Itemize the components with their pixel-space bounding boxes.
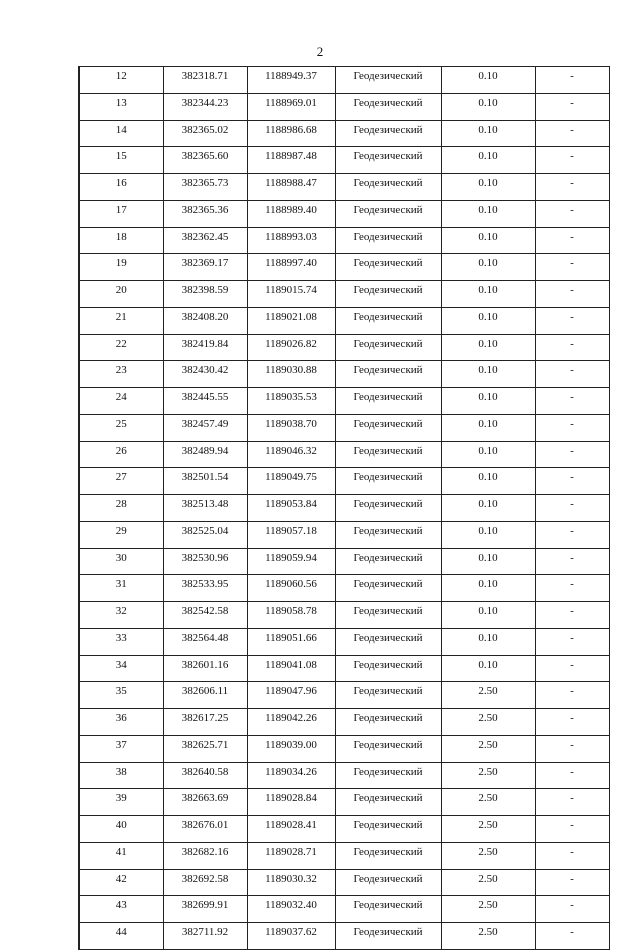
point-number-cell: 39: [79, 789, 163, 816]
method-cell: Геодезический: [335, 93, 441, 120]
table-row: [79, 816, 609, 843]
x-coordinate-cell: 382711.92: [163, 923, 247, 950]
method-cell: Геодезический: [335, 200, 441, 227]
x-coordinate-cell: 382489.94: [163, 441, 247, 468]
method-cell: Геодезический: [335, 789, 441, 816]
note-cell: -: [535, 628, 609, 655]
point-number-cell: 21: [79, 307, 163, 334]
table-row: [79, 254, 609, 281]
table-row: [79, 628, 609, 655]
accuracy-cell: 0.10: [441, 495, 535, 522]
y-coordinate-cell: 1189026.82: [247, 334, 335, 361]
table-row: [79, 281, 609, 308]
table-row: [79, 923, 609, 950]
point-number-cell: 27: [79, 468, 163, 495]
point-number-cell: 17: [79, 200, 163, 227]
point-number-cell: 31: [79, 575, 163, 602]
accuracy-cell: 0.10: [441, 575, 535, 602]
accuracy-cell: 0.10: [441, 200, 535, 227]
method-cell: Геодезический: [335, 682, 441, 709]
accuracy-cell: 2.50: [441, 816, 535, 843]
accuracy-cell: 0.10: [441, 147, 535, 174]
note-cell: -: [535, 67, 609, 94]
method-cell: Геодезический: [335, 388, 441, 415]
accuracy-cell: 0.10: [441, 334, 535, 361]
point-number-cell: 42: [79, 869, 163, 896]
y-coordinate-cell: 1188986.68: [247, 120, 335, 147]
table-row: [79, 414, 609, 441]
y-coordinate-cell: 1189041.08: [247, 655, 335, 682]
point-number-cell: 41: [79, 842, 163, 869]
note-cell: -: [535, 548, 609, 575]
y-coordinate-cell: 1189028.41: [247, 816, 335, 843]
note-cell: -: [535, 923, 609, 950]
x-coordinate-cell: 382501.54: [163, 468, 247, 495]
accuracy-cell: 0.10: [441, 468, 535, 495]
table-row: [79, 147, 609, 174]
method-cell: Геодезический: [335, 816, 441, 843]
method-cell: Геодезический: [335, 548, 441, 575]
note-cell: -: [535, 762, 609, 789]
x-coordinate-cell: 382601.16: [163, 655, 247, 682]
point-number-cell: 29: [79, 521, 163, 548]
x-coordinate-cell: 382457.49: [163, 414, 247, 441]
method-cell: Геодезический: [335, 307, 441, 334]
note-cell: -: [535, 307, 609, 334]
method-cell: Геодезический: [335, 521, 441, 548]
note-cell: -: [535, 602, 609, 629]
note-cell: -: [535, 735, 609, 762]
method-cell: Геодезический: [335, 923, 441, 950]
note-cell: -: [535, 361, 609, 388]
table-row: [79, 441, 609, 468]
accuracy-cell: 2.50: [441, 735, 535, 762]
method-cell: Геодезический: [335, 414, 441, 441]
x-coordinate-cell: 382617.25: [163, 709, 247, 736]
y-coordinate-cell: 1189053.84: [247, 495, 335, 522]
note-cell: -: [535, 521, 609, 548]
x-coordinate-cell: 382318.71: [163, 67, 247, 94]
accuracy-cell: 0.10: [441, 602, 535, 629]
accuracy-cell: 0.10: [441, 93, 535, 120]
x-coordinate-cell: 382513.48: [163, 495, 247, 522]
y-coordinate-cell: 1189028.84: [247, 789, 335, 816]
method-cell: Геодезический: [335, 709, 441, 736]
accuracy-cell: 2.50: [441, 709, 535, 736]
note-cell: -: [535, 174, 609, 201]
x-coordinate-cell: 382542.58: [163, 602, 247, 629]
x-coordinate-cell: 382365.73: [163, 174, 247, 201]
point-number-cell: 26: [79, 441, 163, 468]
note-cell: -: [535, 816, 609, 843]
y-coordinate-cell: 1189051.66: [247, 628, 335, 655]
accuracy-cell: 0.10: [441, 655, 535, 682]
table-row: [79, 762, 609, 789]
y-coordinate-cell: 1189032.40: [247, 896, 335, 923]
accuracy-cell: 0.10: [441, 67, 535, 94]
y-coordinate-cell: 1189030.32: [247, 869, 335, 896]
table-row: [79, 842, 609, 869]
point-number-cell: 37: [79, 735, 163, 762]
point-number-cell: 33: [79, 628, 163, 655]
x-coordinate-cell: 382692.58: [163, 869, 247, 896]
x-coordinate-cell: 382530.96: [163, 548, 247, 575]
method-cell: Геодезический: [335, 281, 441, 308]
method-cell: Геодезический: [335, 495, 441, 522]
y-coordinate-cell: 1189057.18: [247, 521, 335, 548]
point-number-cell: 40: [79, 816, 163, 843]
x-coordinate-cell: 382606.11: [163, 682, 247, 709]
note-cell: -: [535, 789, 609, 816]
point-number-cell: 38: [79, 762, 163, 789]
y-coordinate-cell: 1188989.40: [247, 200, 335, 227]
accuracy-cell: 0.10: [441, 281, 535, 308]
accuracy-cell: 0.10: [441, 227, 535, 254]
x-coordinate-cell: 382663.69: [163, 789, 247, 816]
accuracy-cell: 0.10: [441, 307, 535, 334]
table-row: [79, 334, 609, 361]
note-cell: -: [535, 869, 609, 896]
note-cell: -: [535, 495, 609, 522]
y-coordinate-cell: 1189039.00: [247, 735, 335, 762]
y-coordinate-cell: 1189035.53: [247, 388, 335, 415]
table-row: [79, 655, 609, 682]
method-cell: Геодезический: [335, 655, 441, 682]
point-number-cell: 44: [79, 923, 163, 950]
table-row: [79, 307, 609, 334]
method-cell: Геодезический: [335, 575, 441, 602]
accuracy-cell: 0.10: [441, 521, 535, 548]
accuracy-cell: 0.10: [441, 174, 535, 201]
note-cell: -: [535, 281, 609, 308]
point-number-cell: 18: [79, 227, 163, 254]
x-coordinate-cell: 382365.60: [163, 147, 247, 174]
point-number-cell: 24: [79, 388, 163, 415]
method-cell: Геодезический: [335, 628, 441, 655]
table-row: [79, 468, 609, 495]
note-cell: -: [535, 842, 609, 869]
x-coordinate-cell: 382676.01: [163, 816, 247, 843]
method-cell: Геодезический: [335, 147, 441, 174]
page-number: 2: [316, 44, 324, 59]
table-row: [79, 575, 609, 602]
accuracy-cell: 2.50: [441, 896, 535, 923]
table-row: [79, 896, 609, 923]
table-row: [79, 200, 609, 227]
y-coordinate-cell: 1189060.56: [247, 575, 335, 602]
accuracy-cell: 2.50: [441, 869, 535, 896]
accuracy-cell: 2.50: [441, 682, 535, 709]
table-row: [79, 388, 609, 415]
note-cell: -: [535, 120, 609, 147]
y-coordinate-cell: 1189038.70: [247, 414, 335, 441]
note-cell: -: [535, 468, 609, 495]
accuracy-cell: 0.10: [441, 120, 535, 147]
point-number-cell: 34: [79, 655, 163, 682]
method-cell: Геодезический: [335, 869, 441, 896]
accuracy-cell: 0.10: [441, 361, 535, 388]
accuracy-cell: 0.10: [441, 548, 535, 575]
table-row: [79, 227, 609, 254]
accuracy-cell: 2.50: [441, 789, 535, 816]
y-coordinate-cell: 1188997.40: [247, 254, 335, 281]
y-coordinate-cell: 1189037.62: [247, 923, 335, 950]
x-coordinate-cell: 382533.95: [163, 575, 247, 602]
method-cell: Геодезический: [335, 361, 441, 388]
table-row: [79, 67, 609, 94]
table-row: [79, 682, 609, 709]
x-coordinate-cell: 382430.42: [163, 361, 247, 388]
point-number-cell: 28: [79, 495, 163, 522]
coordinates-table-body: [79, 67, 609, 950]
note-cell: -: [535, 334, 609, 361]
table-row: [79, 93, 609, 120]
note-cell: -: [535, 414, 609, 441]
x-coordinate-cell: 382564.48: [163, 628, 247, 655]
x-coordinate-cell: 382682.16: [163, 842, 247, 869]
method-cell: Геодезический: [335, 67, 441, 94]
y-coordinate-cell: 1189058.78: [247, 602, 335, 629]
method-cell: Геодезический: [335, 120, 441, 147]
accuracy-cell: 0.10: [441, 414, 535, 441]
point-number-cell: 43: [79, 896, 163, 923]
note-cell: -: [535, 200, 609, 227]
point-number-cell: 15: [79, 147, 163, 174]
method-cell: Геодезический: [335, 227, 441, 254]
table-row: [79, 361, 609, 388]
x-coordinate-cell: 382699.91: [163, 896, 247, 923]
x-coordinate-cell: 382445.55: [163, 388, 247, 415]
y-coordinate-cell: 1188987.48: [247, 147, 335, 174]
method-cell: Геодезический: [335, 441, 441, 468]
accuracy-cell: 0.10: [441, 254, 535, 281]
coordinates-table: [78, 66, 610, 950]
method-cell: Геодезический: [335, 735, 441, 762]
x-coordinate-cell: 382408.20: [163, 307, 247, 334]
table-row: [79, 548, 609, 575]
x-coordinate-cell: 382525.04: [163, 521, 247, 548]
note-cell: -: [535, 441, 609, 468]
point-number-cell: 30: [79, 548, 163, 575]
accuracy-cell: 2.50: [441, 842, 535, 869]
point-number-cell: 20: [79, 281, 163, 308]
point-number-cell: 12: [79, 67, 163, 94]
accuracy-cell: 2.50: [441, 762, 535, 789]
note-cell: -: [535, 682, 609, 709]
table-row: [79, 602, 609, 629]
y-coordinate-cell: 1189021.08: [247, 307, 335, 334]
note-cell: -: [535, 254, 609, 281]
method-cell: Геодезический: [335, 334, 441, 361]
point-number-cell: 13: [79, 93, 163, 120]
point-number-cell: 36: [79, 709, 163, 736]
method-cell: Геодезический: [335, 254, 441, 281]
point-number-cell: 32: [79, 602, 163, 629]
note-cell: -: [535, 655, 609, 682]
x-coordinate-cell: 382365.02: [163, 120, 247, 147]
table-row: [79, 709, 609, 736]
accuracy-cell: 0.10: [441, 628, 535, 655]
method-cell: Геодезический: [335, 174, 441, 201]
point-number-cell: 22: [79, 334, 163, 361]
point-number-cell: 16: [79, 174, 163, 201]
y-coordinate-cell: 1188993.03: [247, 227, 335, 254]
y-coordinate-cell: 1189059.94: [247, 548, 335, 575]
y-coordinate-cell: 1188949.37: [247, 67, 335, 94]
method-cell: Геодезический: [335, 842, 441, 869]
point-number-cell: 23: [79, 361, 163, 388]
x-coordinate-cell: 382365.36: [163, 200, 247, 227]
y-coordinate-cell: 1189042.26: [247, 709, 335, 736]
x-coordinate-cell: 382398.59: [163, 281, 247, 308]
table-row: [79, 869, 609, 896]
y-coordinate-cell: 1189034.26: [247, 762, 335, 789]
accuracy-cell: 2.50: [441, 923, 535, 950]
point-number-cell: 14: [79, 120, 163, 147]
y-coordinate-cell: 1189046.32: [247, 441, 335, 468]
note-cell: -: [535, 575, 609, 602]
method-cell: Геодезический: [335, 468, 441, 495]
y-coordinate-cell: 1188988.47: [247, 174, 335, 201]
method-cell: Геодезический: [335, 762, 441, 789]
table-row: [79, 521, 609, 548]
table-row: [79, 174, 609, 201]
y-coordinate-cell: 1188969.01: [247, 93, 335, 120]
table-row: [79, 735, 609, 762]
table-row: [79, 120, 609, 147]
note-cell: -: [535, 147, 609, 174]
note-cell: -: [535, 709, 609, 736]
note-cell: -: [535, 227, 609, 254]
coordinates-table-wrapper: [78, 66, 608, 950]
table-row: [79, 495, 609, 522]
y-coordinate-cell: 1189049.75: [247, 468, 335, 495]
method-cell: Геодезический: [335, 896, 441, 923]
note-cell: -: [535, 93, 609, 120]
x-coordinate-cell: 382362.45: [163, 227, 247, 254]
x-coordinate-cell: 382625.71: [163, 735, 247, 762]
y-coordinate-cell: 1189015.74: [247, 281, 335, 308]
point-number-cell: 19: [79, 254, 163, 281]
y-coordinate-cell: 1189028.71: [247, 842, 335, 869]
y-coordinate-cell: 1189030.88: [247, 361, 335, 388]
note-cell: -: [535, 896, 609, 923]
x-coordinate-cell: 382344.23: [163, 93, 247, 120]
x-coordinate-cell: 382640.58: [163, 762, 247, 789]
note-cell: -: [535, 388, 609, 415]
point-number-cell: 25: [79, 414, 163, 441]
y-coordinate-cell: 1189047.96: [247, 682, 335, 709]
accuracy-cell: 0.10: [441, 388, 535, 415]
x-coordinate-cell: 382369.17: [163, 254, 247, 281]
table-row: [79, 789, 609, 816]
x-coordinate-cell: 382419.84: [163, 334, 247, 361]
accuracy-cell: 0.10: [441, 441, 535, 468]
point-number-cell: 35: [79, 682, 163, 709]
method-cell: Геодезический: [335, 602, 441, 629]
